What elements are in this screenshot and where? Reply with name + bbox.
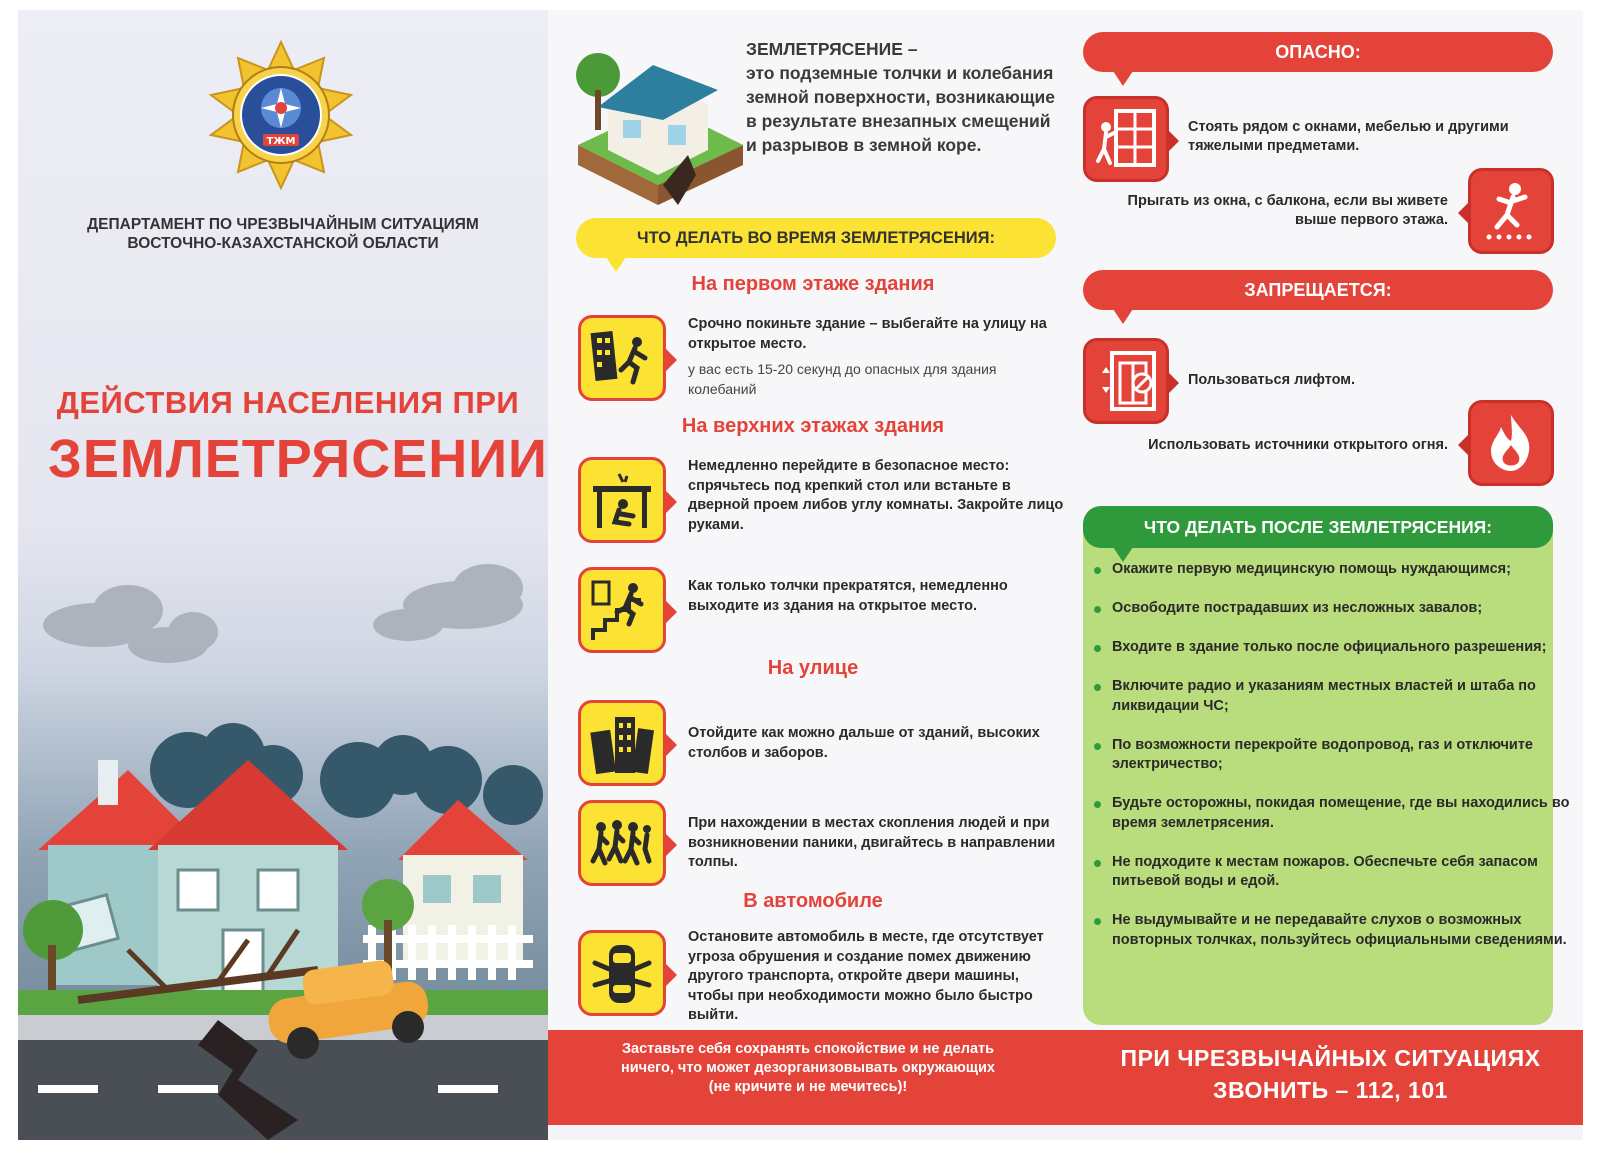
collapsing-buildings-icon xyxy=(578,700,666,786)
crowd-running-icon xyxy=(578,800,666,886)
department-name xyxy=(38,215,528,253)
department-line-2: ВОСТОЧНО-КАЗАХСТАНСКОЙ ОБЛАСТИ xyxy=(127,235,439,252)
forbidden-banner: ЗАПРЕЩАЕТСЯ: xyxy=(1083,270,1553,310)
middle-panel xyxy=(548,10,1078,1030)
run-from-building-icon xyxy=(578,315,666,401)
damaged-house-icon xyxy=(568,35,748,210)
falling-furniture-icon xyxy=(1083,96,1169,182)
after-earthquake-list xyxy=(1090,560,1570,970)
after-earthquake-item: Не выдумывайте и не передавайте слухов о возможных повторных толчках, пользуйтесь официальными сведениями. xyxy=(1090,911,1570,950)
hide-under-table-icon xyxy=(578,457,666,543)
forbidden-1-text: Пользоваться лифтом. xyxy=(1188,372,1356,388)
street-text-2: При нахождении в местах скопления людей и при возникновении паники, двигайтесь в направлении толпы. xyxy=(688,815,1056,870)
poster-title-line-2: ЗЕМЛЕТРЯСЕНИИ xyxy=(48,429,548,489)
left-panel xyxy=(18,10,548,1140)
elevator-icon xyxy=(1083,338,1169,424)
emergency-numbers xyxy=(1078,1042,1583,1106)
after-earthquake-item: Не подходите к местам пожаров. Обеспечьте себя запасом питьевой воды и едой. xyxy=(1090,853,1570,892)
after-earthquake-item: Освободите пострадавших из несложных завалов; xyxy=(1090,599,1570,619)
after-earthquake-item: По возможности перекройте водопровод, газ и отключите электричество; xyxy=(1090,736,1570,775)
stay-calm-notice xyxy=(548,1040,1068,1097)
poster-sheet xyxy=(18,10,1583,1140)
poster-title-line-1: ДЕЙСТВИЯ НАСЕЛЕНИЯ ПРИ xyxy=(56,385,520,420)
earthquake-scene-illustration xyxy=(18,550,548,1140)
first-floor-heading: На первом этаже здания xyxy=(691,273,935,295)
first-floor-item xyxy=(578,315,1068,405)
right-panel xyxy=(1078,10,1583,1030)
street-item-1 xyxy=(578,700,1068,790)
street-text-1: Отойдите как можно дальше от зданий, высоких столбов и заборов. xyxy=(688,725,1040,761)
upper-floors-heading: На верхних этажах здания xyxy=(681,415,945,437)
first-floor-note: у вас есть 15-20 секунд до опасных для здания колебаний xyxy=(688,361,997,397)
exit-stairs-icon xyxy=(578,567,666,653)
after-earthquake-item: Входите в здание только после официального разрешения; xyxy=(1090,638,1570,658)
earthquake-definition xyxy=(746,37,1066,157)
upper-floors-text-1: Немедленно перейдите в безопасное место: спрячьтесь под крепкий стол или встаньте в дверной проем либов углу комнаты. Закройте лицо руками. xyxy=(688,458,1064,533)
forbidden-2-text: Использовать источники открытого огня. xyxy=(1148,437,1448,453)
department-line-1: ДЕПАРТАМЕНТ ПО ЧРЕЗВЫЧАЙНЫМ СИТУАЦИЯМ xyxy=(87,216,479,233)
definition-head: ЗЕМЛЕТРЯСЕНИЕ – xyxy=(746,39,918,59)
street-item-2 xyxy=(578,800,1068,890)
emergency-call-line-2: ЗВОНИТЬ – 112, 101 xyxy=(1213,1077,1448,1103)
after-earthquake-item: Будьте осторожны, покидая помещение, где вы находились во время землетрясения. xyxy=(1090,794,1570,833)
first-floor-instruction: Срочно покиньте здание – выбегайте на улицу на открытое место. xyxy=(688,316,1047,352)
emergency-call-line-1: ПРИ ЧРЕЗВЫЧАЙНЫХ СИТУАЦИЯХ xyxy=(1120,1045,1541,1071)
emblem-abbr: ТЖМ xyxy=(266,136,296,147)
calm-line-2: ничего, что может дезорганизовывать окружающих xyxy=(621,1060,995,1076)
upper-floors-item-1 xyxy=(578,457,1068,547)
first-floor-text xyxy=(688,315,1068,399)
danger-2-text: Прыгать из окна, с балкона, если вы живете выше первого этажа. xyxy=(1127,193,1448,228)
bottom-bar xyxy=(548,1030,1583,1125)
car-item xyxy=(578,929,1068,1023)
open-fire-icon xyxy=(1468,400,1554,486)
street-heading: На улице xyxy=(767,657,859,679)
danger-banner: ОПАСНО: xyxy=(1083,32,1553,72)
upper-floors-text-2: Как только толчки прекратятся, немедленно выходите из здания на открытое место. xyxy=(688,578,1008,614)
during-earthquake-banner: ЧТО ДЕЛАТЬ ВО ВРЕМЯ ЗЕМЛЕТРЯСЕНИЯ: xyxy=(576,218,1056,258)
after-earthquake-banner: ЧТО ДЕЛАТЬ ПОСЛЕ ЗЕМЛЕТРЯСЕНИЯ: xyxy=(1083,506,1553,548)
emergency-emblem-icon xyxy=(206,40,356,190)
upper-floors-item-2 xyxy=(578,567,1068,657)
after-earthquake-item: Окажите первую медицинскую помощь нуждающимся; xyxy=(1090,560,1570,580)
danger-1-text: Стоять рядом с окнами, мебелью и другими тяжелыми предметами. xyxy=(1188,119,1509,154)
definition-body: это подземные толчки и колебания земной поверхности, возникающие в результате внезапных смещений и разрывов в земной коре. xyxy=(746,63,1056,155)
car-heading: В автомобиле xyxy=(743,890,883,912)
jumping-person-icon xyxy=(1468,168,1554,254)
car-doors-open-icon xyxy=(578,930,666,1016)
after-earthquake-item: Включите радио и указаниям местных властей и штаба по ликвидации ЧС; xyxy=(1090,677,1570,716)
car-text: Остановите автомобиль в месте, где отсутствует угроза обрушения и создание помех движению другого транспорта, откройте двери машины, чтобы при необходимости можно было быстро выйти. xyxy=(688,929,1044,1023)
calm-line-1: Заставьте себя сохранять спокойствие и не делать xyxy=(621,1041,995,1057)
calm-line-3: (не кричите и не мечитесь)! xyxy=(708,1079,908,1095)
